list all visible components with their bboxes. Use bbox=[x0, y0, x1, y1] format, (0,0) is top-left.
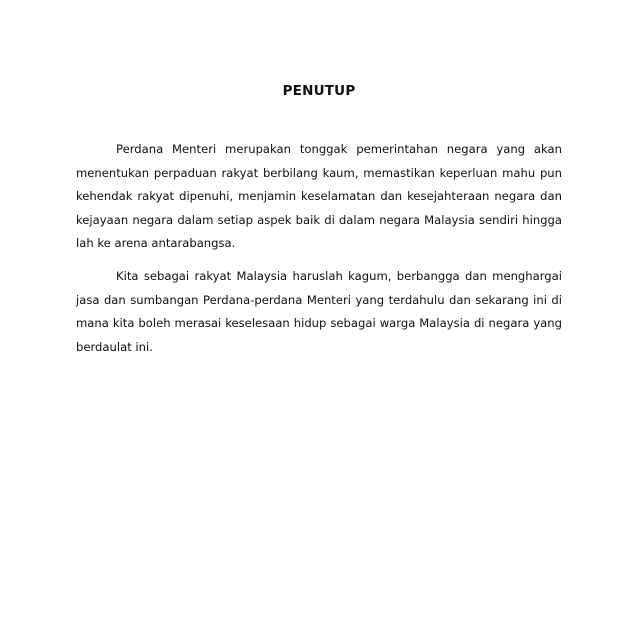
page-title: PENUTUP bbox=[282, 83, 356, 99]
paragraph-2: Kita sebagai rakyat Malaysia haruslah kagum, berbangga dan menghargai jasa dan sumbangan Perdana-perdana Menteri yang terdahulu dan sekarang ini di mana kita boleh merasai keselesaan hidup sebagai warga Malaysia di negara yang berdaulat ini. bbox=[76, 269, 562, 354]
paragraph-1: Perdana Menteri merupakan tonggak pemerintahan negara yang akan menentukan perpaduan rakyat berbilang kaum, memastikan keperluan mahu pun kehendak rakyat dipenuhi, menjamin keselamatan dan kesejahteraan negara dan kejayaan negara dalam setiap aspek baik di dalam negara Malaysia sendiri hingga lah ke arena antarabangsa. bbox=[76, 142, 562, 250]
